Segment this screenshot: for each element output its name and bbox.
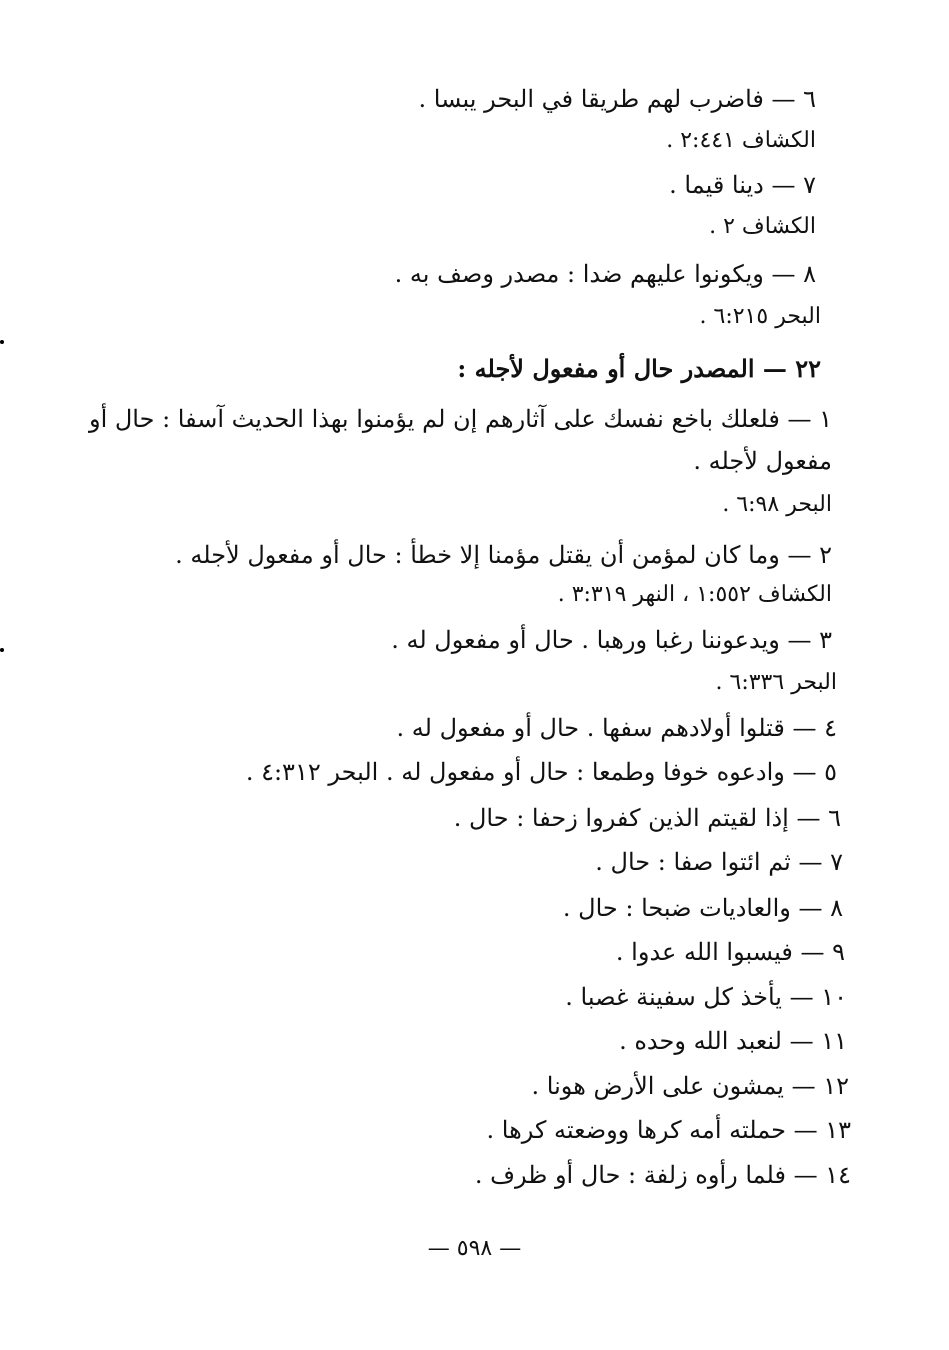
- margin-speck: [0, 340, 4, 344]
- list-item: ٨ — والعاديات ضبحا : حال .: [562, 894, 843, 922]
- list-item: ٦ — فاضرب لهم طريقا في البحر يبسا .: [418, 85, 816, 113]
- list-item: ١٤ — فلما رأوه زلفة : حال أو ظرف .: [474, 1161, 851, 1189]
- list-item-continuation: مفعول لأجله .: [693, 447, 832, 475]
- list-item: ٧ — دينا قيما .: [669, 171, 816, 199]
- list-item: ٧ — ثم ائتوا صفا : حال .: [595, 848, 843, 876]
- list-item: ١٢ — يمشون على الأرض هونا .: [531, 1072, 849, 1100]
- reference-line: الكشاف ١:٥٥٢ ، النهر ٣:٣١٩ .: [557, 582, 832, 607]
- list-item: ٤ — قتلوا أولادهم سفها . حال أو مفعول له .: [396, 714, 837, 742]
- list-item: ٢ — وما كان لمؤمن أن يقتل مؤمنا إلا خطأ : حال أو مفعول لأجله .: [175, 541, 832, 569]
- list-item: ٦ — إذا لقيتم الذين كفروا زحفا : حال .: [453, 804, 841, 832]
- list-item: ١٠ — يأخذ كل سفينة غصبا .: [565, 983, 847, 1011]
- page-number: — ٥٩٨ —: [427, 1236, 522, 1261]
- list-item: ٣ — ويدعوننا رغبا ورهبا . حال أو مفعول له .: [391, 626, 832, 654]
- margin-speck: [0, 648, 4, 652]
- reference-line: الكشاف ٢:٤٤١ .: [666, 128, 816, 153]
- list-item: ٩ — فيسبوا الله عدوا .: [615, 938, 845, 966]
- list-item: ١٣ — حملته أمه كرها ووضعته كرها .: [486, 1116, 851, 1144]
- list-item: ٥ — وادعوه خوفا وطمعا : حال أو مفعول له . البحر ٤:٣١٢ .: [245, 758, 837, 786]
- reference-line: الكشاف ٢ .: [709, 214, 816, 239]
- section-heading: ٢٢ — المصدر حال أو مفعول لأجله :: [457, 354, 821, 383]
- list-item: ٨ — ويكونوا عليهم ضدا : مصدر وصف به .: [394, 260, 816, 288]
- list-item: ١١ — لنعبد الله وحده .: [619, 1027, 847, 1055]
- reference-line: البحر ٦:٩٨ .: [722, 492, 832, 517]
- list-item: ١ — فلعلك باخع نفسك على آثارهم إن لم يؤمنوا بهذا الحديث آسفا : حال أو: [88, 405, 832, 433]
- reference-line: البحر ٦:٢١٥ .: [699, 304, 821, 329]
- reference-line: البحر ٦:٣٣٦ .: [715, 670, 837, 695]
